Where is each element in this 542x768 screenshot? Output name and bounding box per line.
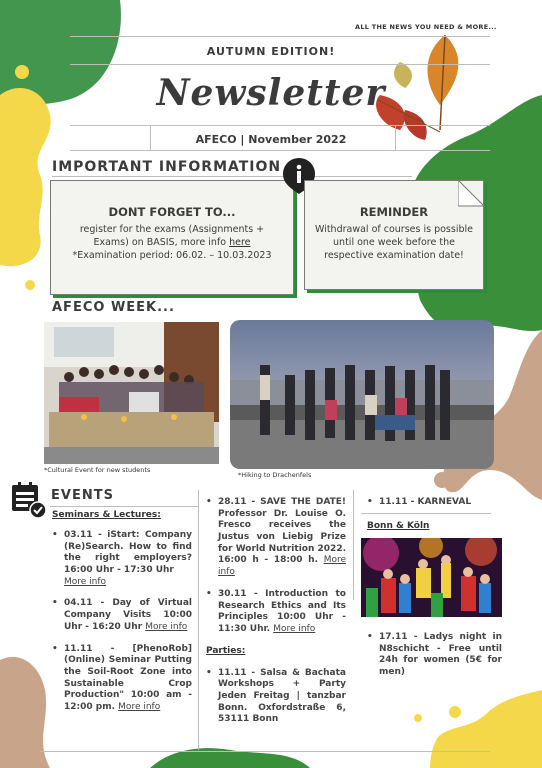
ladys-night-list xyxy=(367,632,502,679)
exam-box-text: register for the exams (Assignments + Exams) on BASIS, more info here xyxy=(79,224,265,248)
cultural-event-caption: *Cultural Event for new students xyxy=(44,466,151,474)
yellow-blob-bottom-right xyxy=(430,690,542,768)
divider xyxy=(52,176,412,177)
seminars-heading: Seminars & Lectures: xyxy=(52,510,161,520)
more-info-link[interactable]: More info xyxy=(273,623,316,634)
more-info-link[interactable]: More info xyxy=(64,576,107,587)
more-info-link[interactable]: More info xyxy=(145,621,188,632)
calendar-check-icon xyxy=(10,481,48,519)
exam-info-link[interactable]: here xyxy=(229,236,251,248)
events-column-2 xyxy=(206,497,346,736)
column-divider xyxy=(198,490,199,750)
more-info-link[interactable]: More info xyxy=(218,555,346,578)
events-column-1 xyxy=(52,510,192,724)
bonn-koeln-heading: Bonn & Köln xyxy=(367,520,430,531)
divider xyxy=(70,150,490,151)
list-item: • 28.11 - SAVE THE DATE! Professor Dr. Louise O. Fresco receives the Justus von Liebig Prize for World Nutrition 2022. 16:00 h - 18:00 h. More info xyxy=(206,497,346,579)
events-heading: EVENTS xyxy=(51,488,114,503)
divider xyxy=(70,36,490,37)
events-column-3 xyxy=(367,497,502,537)
divider xyxy=(70,64,490,65)
reminder-box xyxy=(304,180,484,290)
reminder-text: Withdrawal of courses is possible until one week before the respective examination date! xyxy=(315,224,473,261)
column-divider xyxy=(353,490,354,600)
yellow-dot xyxy=(414,714,422,722)
list-item: • 03.11 - iStart: Company (Re)Search. How to find the right employers? 16:00 Uhr - 17:30 Uhr More info xyxy=(52,530,192,588)
header-tagline: ALL THE NEWS YOU NEED & MORE... xyxy=(355,23,497,31)
exam-box xyxy=(50,180,294,295)
newsletter-title: Newsletter xyxy=(156,72,386,114)
divider xyxy=(50,506,198,507)
important-heading: IMPORTANT INFORMATION xyxy=(52,159,282,175)
list-item: • 30.11 - Introduction to Research Ethics and Its Principles 10:00 Uhr - 11:30 Uhr. More info xyxy=(206,589,346,636)
karneval-list xyxy=(367,497,502,509)
list-item: • 11.11 - Salsa & Bachata Workshops + Party Jeden Freitag | tanzbar Bonn. Oxfordstraße 6, 53111 Bonn xyxy=(206,668,346,726)
cultural-event-photo xyxy=(44,322,219,464)
week-heading: AFECO WEEK... xyxy=(52,300,175,315)
divider xyxy=(70,125,490,126)
yellow-blob-left xyxy=(0,88,51,266)
divider xyxy=(40,751,490,752)
tan-dot xyxy=(434,472,450,488)
party-photo xyxy=(361,538,502,617)
yellow-dot xyxy=(449,706,461,718)
list-item: • 11.11 - [PhenoRob] (Online) Seminar Putting the Soil-Root Zone into Sustainable Crop Production" 10:00 am - 12:00 pm. More info xyxy=(52,644,192,714)
issue-label: AFECO | November 2022 xyxy=(195,133,347,146)
yellow-dot xyxy=(25,280,35,290)
events-column-3-lower xyxy=(367,632,502,689)
hiking-photo xyxy=(230,320,494,469)
reminder-title: REMINDER xyxy=(359,205,429,219)
more-info-link[interactable]: More info xyxy=(118,701,161,712)
edition-label: AUTUMN EDITION! xyxy=(206,45,336,58)
page-curl-icon xyxy=(458,180,485,207)
seminar-list xyxy=(52,530,192,714)
list-item: • 04.11 - Day of Virtual Company Visits 10:00 Uhr - 16:20 Uhr More info xyxy=(52,598,192,633)
parties-heading: Parties: xyxy=(206,645,246,656)
divider xyxy=(361,513,491,514)
exam-box-title: DONT FORGET TO... xyxy=(108,205,236,219)
list-item: • 11.11 - KARNEVAL xyxy=(367,497,502,509)
party-list xyxy=(206,668,346,726)
list-item: • 17.11 - Ladys night in N8schicht - Free until 24h for women (5€ for men) xyxy=(367,632,502,679)
hiking-caption: *Hiking to Drachenfels xyxy=(238,471,312,479)
lecture-list xyxy=(206,497,346,636)
exam-period: *Examination period: 06.02. – 10.03.2023 xyxy=(72,249,272,261)
